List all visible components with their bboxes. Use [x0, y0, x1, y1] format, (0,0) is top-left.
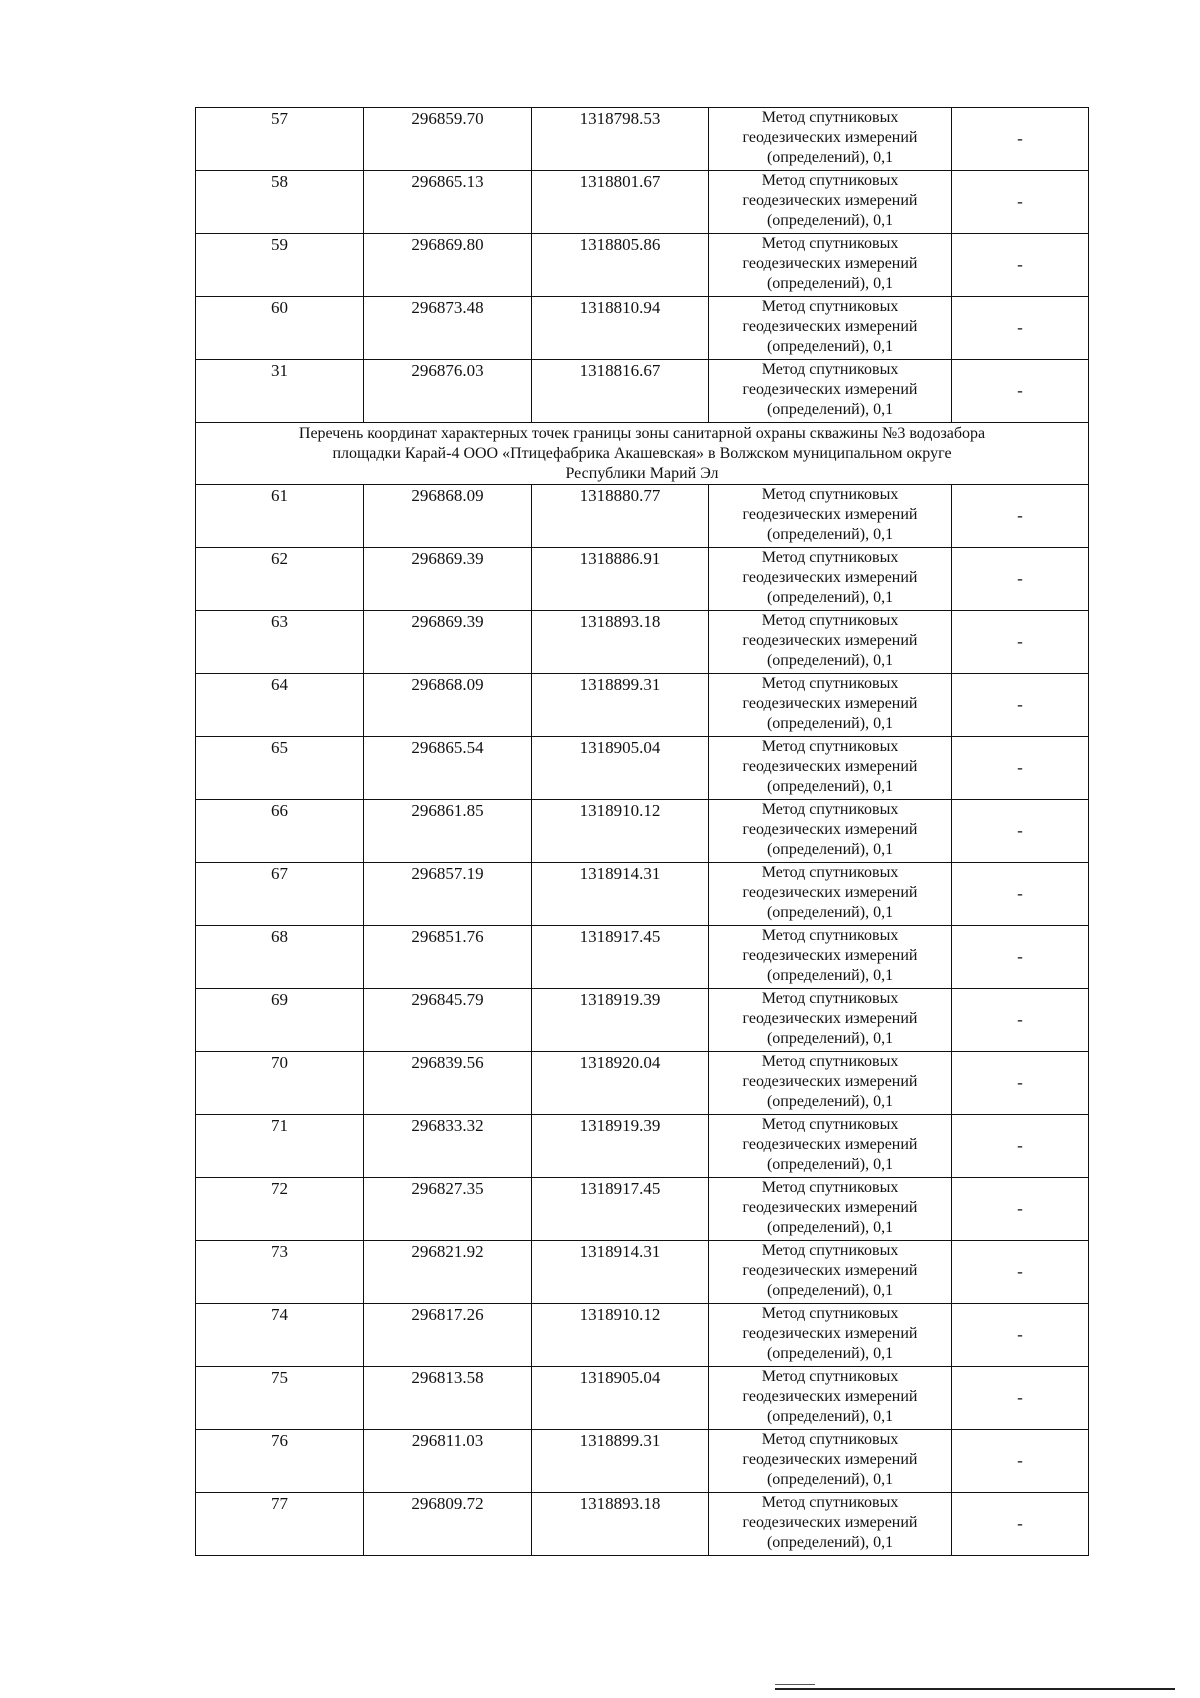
- method-line-3: (определений), 0,1: [766, 715, 894, 732]
- y-coordinate-cell: 1318919.39: [532, 1115, 709, 1178]
- method-line-3: (определений), 0,1: [766, 1030, 894, 1047]
- method-line-2: геодезических измерений: [742, 695, 918, 712]
- y-coordinate-cell: 1318893.18: [532, 1493, 709, 1556]
- method-cell: [709, 926, 952, 989]
- x-coordinate-cell: 296809.72: [364, 1493, 532, 1556]
- description-cell: -: [952, 989, 1089, 1052]
- rows-before-section: [196, 108, 1089, 423]
- method-line-1: Метод спутниковых: [761, 1242, 899, 1259]
- table-row: [196, 297, 1089, 360]
- description-cell: -: [952, 1304, 1089, 1367]
- y-coordinate-cell: 1318917.45: [532, 1178, 709, 1241]
- footer-dash: [775, 1684, 815, 1685]
- method-cell: [709, 171, 952, 234]
- method-line-1: Метод спутниковых: [761, 1179, 899, 1196]
- method-line-3: (определений), 0,1: [766, 904, 894, 921]
- y-coordinate-cell: 1318917.45: [532, 926, 709, 989]
- method-line-3: (определений), 0,1: [766, 526, 894, 543]
- method-cell: [709, 1304, 952, 1367]
- y-coordinate-cell: 1318910.12: [532, 1304, 709, 1367]
- method-line-2: геодезических измерений: [742, 1199, 918, 1216]
- table-row: [196, 1493, 1089, 1556]
- table-row: [196, 1178, 1089, 1241]
- method-line-1: Метод спутниковых: [761, 864, 899, 881]
- method-line-1: Метод спутниковых: [761, 549, 899, 566]
- description-cell: -: [952, 611, 1089, 674]
- method-line-2: геодезических измерений: [742, 1325, 918, 1342]
- section-heading-line-3: Республики Марий Эл: [565, 464, 719, 482]
- method-line-1: Метод спутниковых: [761, 738, 899, 755]
- method-line-1: Метод спутниковых: [761, 1368, 899, 1385]
- description-cell: -: [952, 800, 1089, 863]
- method-line-1: Метод спутниковых: [761, 172, 899, 189]
- x-coordinate-cell: 296869.80: [364, 234, 532, 297]
- method-line-1: Метод спутниковых: [761, 1494, 899, 1511]
- y-coordinate-cell: 1318899.31: [532, 1430, 709, 1493]
- method-line-3: (определений), 0,1: [766, 338, 894, 355]
- method-line-3: (определений), 0,1: [766, 967, 894, 984]
- x-coordinate-cell: 296873.48: [364, 297, 532, 360]
- table-row: [196, 926, 1089, 989]
- y-coordinate-cell: 1318905.04: [532, 737, 709, 800]
- method-line-3: (определений), 0,1: [766, 1156, 894, 1173]
- point-number-cell: 71: [196, 1115, 364, 1178]
- point-number-cell: 63: [196, 611, 364, 674]
- method-cell: [709, 297, 952, 360]
- section-heading-line-1: Перечень координат характерных точек границы зоны санитарной охраны скважины №3 водозабора: [298, 424, 986, 442]
- method-line-2: геодезических измерений: [742, 632, 918, 649]
- method-line-1: Метод спутниковых: [761, 1116, 899, 1133]
- x-coordinate-cell: 296859.70: [364, 108, 532, 171]
- x-coordinate-cell: 296851.76: [364, 926, 532, 989]
- table-row: [196, 1367, 1089, 1430]
- method-line-3: (определений), 0,1: [766, 1408, 894, 1425]
- method-line-3: (определений), 0,1: [766, 1282, 894, 1299]
- description-cell: -: [952, 1367, 1089, 1430]
- description-cell: -: [952, 548, 1089, 611]
- x-coordinate-cell: 296868.09: [364, 485, 532, 548]
- method-line-3: (определений), 0,1: [766, 1093, 894, 1110]
- method-line-3: (определений), 0,1: [766, 149, 894, 166]
- description-cell: -: [952, 234, 1089, 297]
- point-number-cell: 73: [196, 1241, 364, 1304]
- y-coordinate-cell: 1318801.67: [532, 171, 709, 234]
- method-line-1: Метод спутниковых: [761, 927, 899, 944]
- x-coordinate-cell: 296868.09: [364, 674, 532, 737]
- description-cell: -: [952, 297, 1089, 360]
- method-line-2: геодезических измерений: [742, 1514, 918, 1531]
- rows-after-section: [196, 485, 1089, 1556]
- x-coordinate-cell: 296833.32: [364, 1115, 532, 1178]
- section-heading-line-2: площадки Карай-4 ООО «Птицефабрика Акашевская» в Волжском муниципальном округе: [332, 444, 952, 462]
- x-coordinate-cell: 296861.85: [364, 800, 532, 863]
- method-line-1: Метод спутниковых: [761, 675, 899, 692]
- method-line-2: геодезических измерений: [742, 947, 918, 964]
- x-coordinate-cell: 296865.13: [364, 171, 532, 234]
- y-coordinate-cell: 1318816.67: [532, 360, 709, 423]
- method-line-1: Метод спутниковых: [761, 1431, 899, 1448]
- table-row: [196, 485, 1089, 548]
- method-line-2: геодезических измерений: [742, 255, 918, 272]
- method-line-2: геодезических измерений: [742, 506, 918, 523]
- method-cell: [709, 863, 952, 926]
- table-row: [196, 1430, 1089, 1493]
- x-coordinate-cell: 296869.39: [364, 548, 532, 611]
- y-coordinate-cell: 1318880.77: [532, 485, 709, 548]
- description-cell: -: [952, 171, 1089, 234]
- point-number-cell: 72: [196, 1178, 364, 1241]
- method-line-3: (определений), 0,1: [766, 1471, 894, 1488]
- point-number-cell: 70: [196, 1052, 364, 1115]
- table-row: [196, 1052, 1089, 1115]
- section-body: [196, 423, 1089, 485]
- method-line-2: геодезических измерений: [742, 758, 918, 775]
- table-row: [196, 1241, 1089, 1304]
- table-row: [196, 360, 1089, 423]
- method-cell: [709, 737, 952, 800]
- y-coordinate-cell: 1318899.31: [532, 674, 709, 737]
- method-cell: [709, 989, 952, 1052]
- table-row: [196, 989, 1089, 1052]
- method-line-1: Метод спутниковых: [761, 486, 899, 503]
- method-line-3: (определений), 0,1: [766, 652, 894, 669]
- table-row: [196, 800, 1089, 863]
- description-cell: -: [952, 1241, 1089, 1304]
- method-cell: [709, 1493, 952, 1556]
- method-line-1: Метод спутниковых: [761, 1053, 899, 1070]
- method-line-2: геодезических измерений: [742, 1262, 918, 1279]
- method-cell: [709, 548, 952, 611]
- method-cell: [709, 1052, 952, 1115]
- x-coordinate-cell: 296869.39: [364, 611, 532, 674]
- method-cell: [709, 1430, 952, 1493]
- table-row: [196, 108, 1089, 171]
- method-cell: [709, 1115, 952, 1178]
- table-row: [196, 737, 1089, 800]
- table-row: [196, 234, 1089, 297]
- method-cell: [709, 1241, 952, 1304]
- method-cell: [709, 360, 952, 423]
- method-line-1: Метод спутниковых: [761, 1305, 899, 1322]
- y-coordinate-cell: 1318886.91: [532, 548, 709, 611]
- method-line-1: Метод спутниковых: [761, 109, 899, 126]
- x-coordinate-cell: 296876.03: [364, 360, 532, 423]
- x-coordinate-cell: 296827.35: [364, 1178, 532, 1241]
- x-coordinate-cell: 296845.79: [364, 989, 532, 1052]
- point-number-cell: 57: [196, 108, 364, 171]
- y-coordinate-cell: 1318920.04: [532, 1052, 709, 1115]
- x-coordinate-cell: 296857.19: [364, 863, 532, 926]
- point-number-cell: 68: [196, 926, 364, 989]
- description-cell: -: [952, 674, 1089, 737]
- x-coordinate-cell: 296817.26: [364, 1304, 532, 1367]
- method-line-3: (определений), 0,1: [766, 1219, 894, 1236]
- table-row: [196, 1115, 1089, 1178]
- point-number-cell: 66: [196, 800, 364, 863]
- point-number-cell: 62: [196, 548, 364, 611]
- description-cell: -: [952, 1493, 1089, 1556]
- method-line-3: (определений), 0,1: [766, 778, 894, 795]
- method-line-2: геодезических измерений: [742, 129, 918, 146]
- y-coordinate-cell: 1318893.18: [532, 611, 709, 674]
- point-number-cell: 77: [196, 1493, 364, 1556]
- method-line-2: геодезических измерений: [742, 821, 918, 838]
- method-line-3: (определений), 0,1: [766, 401, 894, 418]
- point-number-cell: 59: [196, 234, 364, 297]
- method-line-2: геодезических измерений: [742, 1451, 918, 1468]
- x-coordinate-cell: 296865.54: [364, 737, 532, 800]
- method-cell: [709, 485, 952, 548]
- method-line-2: геодезических измерений: [742, 884, 918, 901]
- table-row: [196, 674, 1089, 737]
- description-cell: -: [952, 1430, 1089, 1493]
- table-row: [196, 548, 1089, 611]
- point-number-cell: 76: [196, 1430, 364, 1493]
- point-number-cell: 64: [196, 674, 364, 737]
- method-line-2: геодезических измерений: [742, 318, 918, 335]
- footer-line: [775, 1688, 1175, 1690]
- y-coordinate-cell: 1318905.04: [532, 1367, 709, 1430]
- method-line-3: (определений), 0,1: [766, 1534, 894, 1551]
- table-row: [196, 611, 1089, 674]
- point-number-cell: 58: [196, 171, 364, 234]
- method-cell: [709, 674, 952, 737]
- description-cell: -: [952, 1052, 1089, 1115]
- method-cell: [709, 108, 952, 171]
- description-cell: -: [952, 485, 1089, 548]
- x-coordinate-cell: 296811.03: [364, 1430, 532, 1493]
- method-line-2: геодезических измерений: [742, 381, 918, 398]
- method-line-2: геодезических измерений: [742, 1388, 918, 1405]
- description-cell: -: [952, 108, 1089, 171]
- point-number-cell: 67: [196, 863, 364, 926]
- method-line-3: (определений), 0,1: [766, 841, 894, 858]
- method-line-2: геодезических измерений: [742, 569, 918, 586]
- y-coordinate-cell: 1318910.12: [532, 800, 709, 863]
- method-cell: [709, 611, 952, 674]
- x-coordinate-cell: 296839.56: [364, 1052, 532, 1115]
- method-line-3: (определений), 0,1: [766, 212, 894, 229]
- point-number-cell: 61: [196, 485, 364, 548]
- method-cell: [709, 1178, 952, 1241]
- method-line-1: Метод спутниковых: [761, 612, 899, 629]
- table-row: [196, 863, 1089, 926]
- point-number-cell: 69: [196, 989, 364, 1052]
- method-line-3: (определений), 0,1: [766, 275, 894, 292]
- description-cell: -: [952, 926, 1089, 989]
- method-line-3: (определений), 0,1: [766, 589, 894, 606]
- coordinates-table: [195, 107, 1089, 1556]
- method-line-1: Метод спутниковых: [761, 801, 899, 818]
- method-line-2: геодезических измерений: [742, 192, 918, 209]
- method-line-1: Метод спутниковых: [761, 235, 899, 252]
- y-coordinate-cell: 1318914.31: [532, 863, 709, 926]
- x-coordinate-cell: 296813.58: [364, 1367, 532, 1430]
- method-line-1: Метод спутниковых: [761, 990, 899, 1007]
- method-line-2: геодезических измерений: [742, 1136, 918, 1153]
- x-coordinate-cell: 296821.92: [364, 1241, 532, 1304]
- method-line-1: Метод спутниковых: [761, 361, 899, 378]
- method-cell: [709, 234, 952, 297]
- section-heading: [196, 423, 1089, 485]
- description-cell: -: [952, 1115, 1089, 1178]
- y-coordinate-cell: 1318798.53: [532, 108, 709, 171]
- description-cell: -: [952, 360, 1089, 423]
- point-number-cell: 65: [196, 737, 364, 800]
- point-number-cell: 75: [196, 1367, 364, 1430]
- section-heading-row: [196, 423, 1089, 485]
- method-cell: [709, 1367, 952, 1430]
- method-line-2: геодезических измерений: [742, 1073, 918, 1090]
- y-coordinate-cell: 1318810.94: [532, 297, 709, 360]
- description-cell: -: [952, 1178, 1089, 1241]
- y-coordinate-cell: 1318805.86: [532, 234, 709, 297]
- table-row: [196, 1304, 1089, 1367]
- description-cell: -: [952, 737, 1089, 800]
- method-line-1: Метод спутниковых: [761, 298, 899, 315]
- point-number-cell: 31: [196, 360, 364, 423]
- y-coordinate-cell: 1318919.39: [532, 989, 709, 1052]
- table-row: [196, 171, 1089, 234]
- method-line-3: (определений), 0,1: [766, 1345, 894, 1362]
- method-line-2: геодезических измерений: [742, 1010, 918, 1027]
- y-coordinate-cell: 1318914.31: [532, 1241, 709, 1304]
- description-cell: -: [952, 863, 1089, 926]
- point-number-cell: 60: [196, 297, 364, 360]
- method-cell: [709, 800, 952, 863]
- point-number-cell: 74: [196, 1304, 364, 1367]
